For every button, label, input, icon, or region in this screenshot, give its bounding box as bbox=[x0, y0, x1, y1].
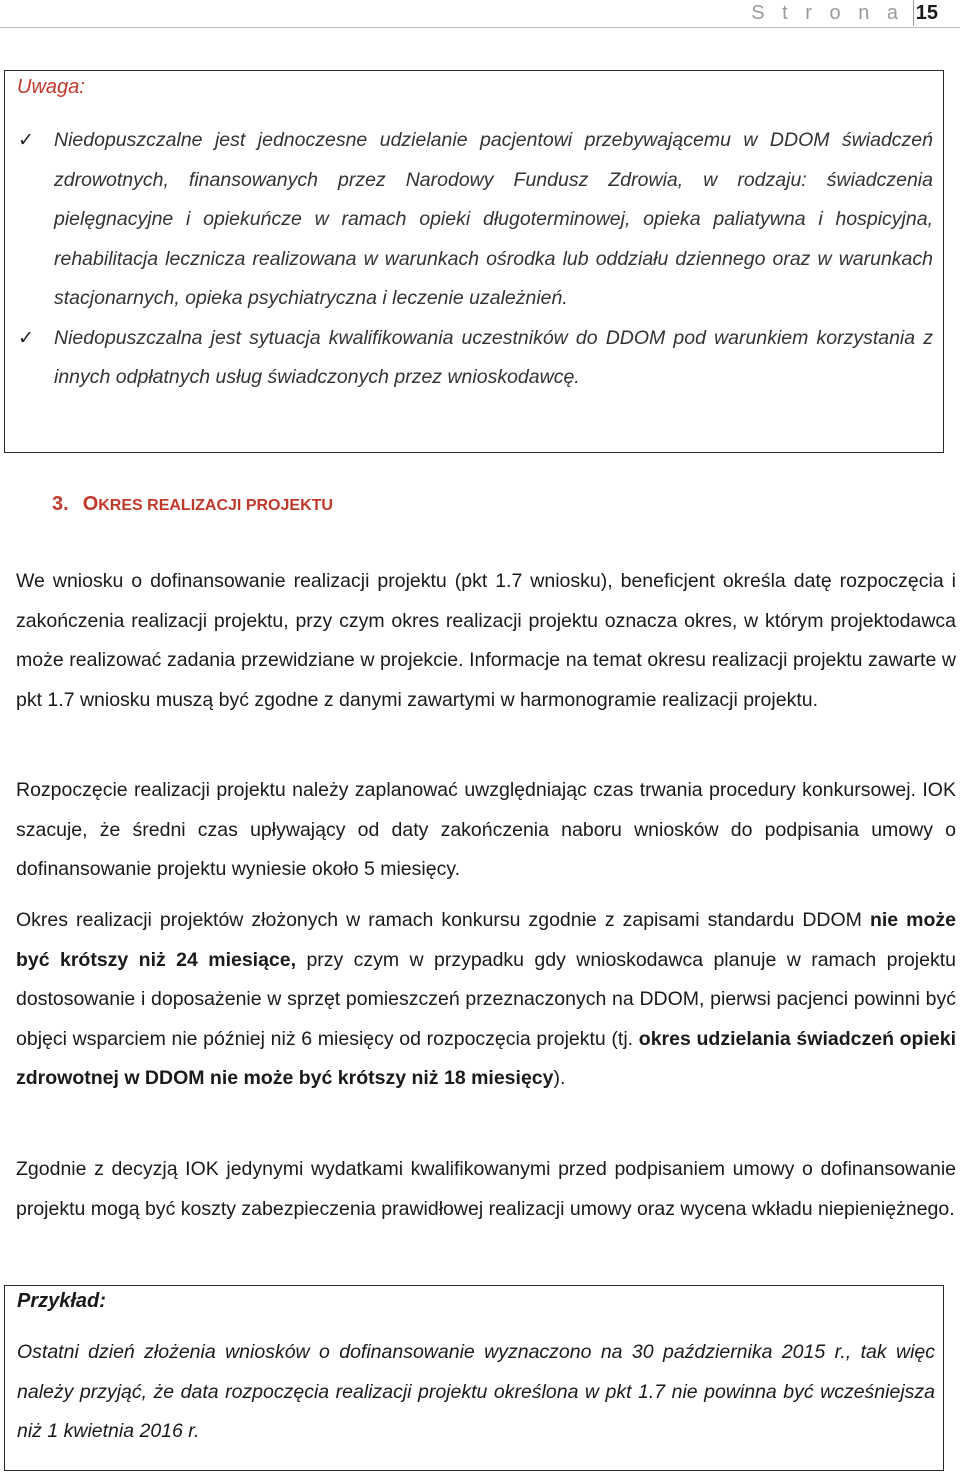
list-item bbox=[5, 319, 943, 398]
warning-item-text: Niedopuszczalna jest sytuacja kwalifikowania uczestników do DDOM pod warunkiem korzystania z innych odpłatnych usług świadczonych przez wnioskodawcę. bbox=[54, 326, 933, 388]
example-title: Przykład: bbox=[17, 1290, 106, 1312]
paragraph-duration bbox=[16, 901, 956, 1099]
paragraph-eligible-expenses: Zgodnie z decyzją IOK jedynymi wydatkami kwalifikowanymi przed podpisaniem umowy o dofinansowanie projektu mogą być koszty zabezpieczenia prawidłowej realizacji umowy oraz wycena wkładu niepieniężnego. bbox=[16, 1158, 956, 1220]
example-text: Ostatni dzień złożenia wniosków o dofinansowanie wyznaczono na 30 października 2015 r., tak więc należy przyjąć, że data rozpoczęcia realizacji projektu określona w pkt 1.7 nie powinna być wcześniejsza niż 1 kwietnia 2016 r. bbox=[17, 1341, 935, 1442]
page-label: S t r o n a bbox=[751, 2, 904, 24]
header-separator bbox=[913, 0, 914, 26]
paragraph-start-planning: Rozpoczęcie realizacji projektu należy zaplanować uwzględniając czas trwania procedury konkursowej. IOK szacuje, że średni czas upływający od daty zakończenia naboru wniosków do podpisania umowy o dofinansowanie projektu wyniesie około 5 miesięcy. bbox=[16, 779, 956, 880]
section-title-rest: KRES REALIZACJI PROJEKTU bbox=[98, 497, 333, 514]
warning-title: Uwaga: bbox=[17, 76, 85, 98]
warning-item-text: Niedopuszczalne jest jednoczesne udzielanie pacjentowi przebywającemu w DDOM świadczeń zdrowotnych, finansowanych przez Narodowy Fundusz Zdrowia, w rodzaju: świadczenia pielęgnacyjne i opiekuńcze w ramach opieki długoterminowej, opieka paliatywna i hospicyjna, rehabilitacja lecznicza realizowana w warunkach ośrodka lub oddziału dziennego oraz w warunkach stacjonarnych, opieka psychiatryczna i leczenie uzależnień. bbox=[54, 129, 933, 309]
bold-text: nie może być krótszy niż 24 miesiące, bbox=[16, 909, 956, 971]
paragraph-project-period: We wniosku o dofinansowanie realizacji projektu (pkt 1.7 wniosku), beneficjent określa datę rozpoczęcia i zakończenia realizacji projektu, przy czym okres realizacji projektu oznacza okres, w którym projektodawca może realizować zadania przewidziane w projekcie. Informacje na temat okresu realizacji projektu zawarte w pkt 1.7 wniosku muszą być zgodne z danymi zawartymi w harmonogramie realizacji projektu. bbox=[16, 570, 956, 711]
bold-text: okres udzielania świadczeń opieki zdrowotnej w DDOM nie może być krótszy niż 18 miesięcy bbox=[16, 1027, 956, 1089]
page-number: 15 bbox=[915, 2, 938, 24]
warning-box bbox=[4, 70, 944, 453]
section-title-initial: O bbox=[82, 493, 99, 515]
warning-list bbox=[5, 121, 943, 398]
page-header bbox=[0, 0, 960, 28]
paragraph-text: Okres realizacji projektów złożonych w ramach konkursu zgodnie z zapisami standardu DDOM bbox=[16, 909, 870, 931]
section-number: 3. bbox=[52, 493, 69, 515]
header-rule bbox=[0, 27, 960, 28]
checkmark-icon: ✓ bbox=[18, 130, 34, 151]
example-box bbox=[4, 1285, 944, 1471]
paragraph-text: ). bbox=[553, 1067, 566, 1089]
section-heading bbox=[52, 493, 333, 516]
list-item bbox=[5, 121, 943, 319]
paragraph-text: przy czym w przypadku gdy wnioskodawca planuje w ramach projektu dostosowanie i doposażenie w sprzęt pomieszczeń przeznaczonych na DDOM, pierwsi pacjenci powinni być objęci wsparciem nie później niż 6 miesięcy od rozpoczęcia projektu (tj. bbox=[16, 948, 956, 1050]
checkmark-icon: ✓ bbox=[18, 327, 34, 349]
